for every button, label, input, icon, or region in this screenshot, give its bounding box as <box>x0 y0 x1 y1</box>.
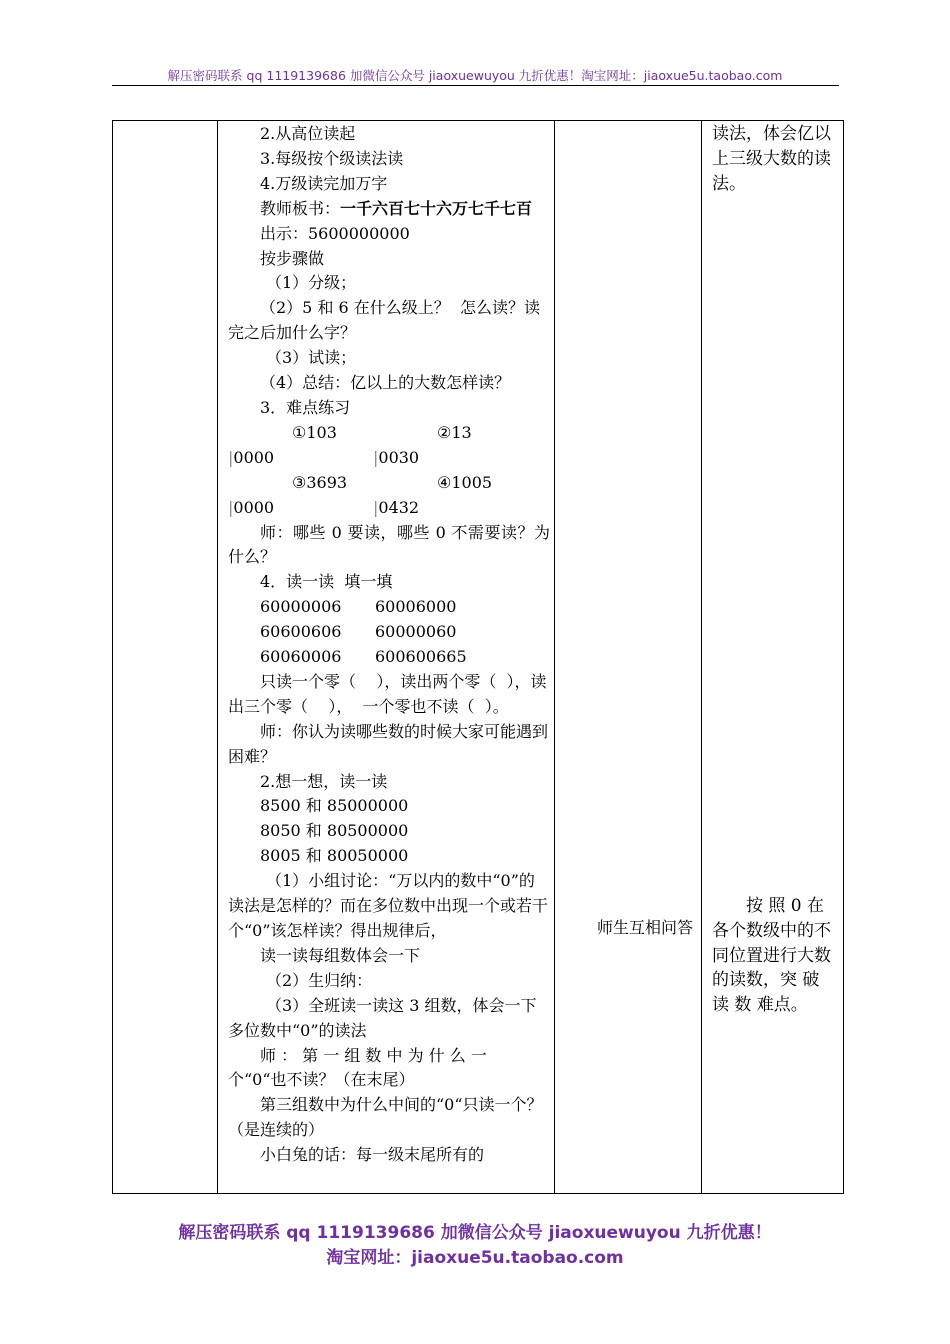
practice-row <box>228 421 550 471</box>
step-line: 2.从高位读起 <box>260 124 356 143</box>
number-item: 60000060 <box>375 622 457 642</box>
step-line: （2）5 和 6 在什么级上？ 怎么读？读完之后加什么字？ <box>228 298 540 343</box>
step-line: 师 ： 第 一 组 数 中 为 什 么 一 个“0“也不读？（在末尾） <box>228 1045 492 1090</box>
number-item: 60600606 <box>260 622 342 642</box>
step-line: 师：哪些 0 要读，哪些 0 不需要读？为什么？ <box>228 522 550 567</box>
step-line: （1）分级； <box>266 273 357 293</box>
board-writing <box>228 197 550 222</box>
step-line: 出示：5600000000 <box>260 223 410 243</box>
design-intent-cell <box>702 121 844 1194</box>
board-label: 教师板书： <box>260 198 341 218</box>
step-line: （4）总结：亿以上的大数怎样读？ <box>260 373 511 393</box>
step-line: 师：你认为读哪些数的时候大家可能遇到困难？ <box>228 721 549 766</box>
number-item: 60006000 <box>375 597 457 617</box>
student-activity-text: 师生互相问答 <box>597 918 694 937</box>
number-item: 600600665 <box>375 647 467 667</box>
practice-item: ①103|0000 <box>228 422 337 467</box>
empty-cell <box>113 121 218 1194</box>
practice-item: ②13|0030 <box>373 422 472 467</box>
step-line: 4.万级读完加万字 <box>260 173 388 193</box>
step-line: 读一读每组数体会一下 <box>260 945 421 965</box>
table-row <box>113 121 844 1194</box>
header-rule <box>112 85 839 86</box>
lesson-plan-table <box>112 120 844 1194</box>
teaching-process-cell <box>218 121 555 1194</box>
number-row <box>228 645 550 670</box>
number-pair: 8005 和 80050000 <box>260 846 409 866</box>
header-ad: 解压密码联系 qq 1119139686 加微信公众号 jiaoxuewuyou 九折优惠！淘宝网址：jiaoxue5u.taobao.com <box>167 68 783 83</box>
number-item: 60060006 <box>260 647 342 667</box>
board-content: 一千六百七十六万七千七百 <box>340 198 533 218</box>
step-line: （2）生归纳： <box>266 970 373 990</box>
number-row <box>228 620 550 645</box>
step-line: 3．难点练习 <box>260 397 351 417</box>
design-intent-top: 读法，体会亿以上三级大数的读法。 <box>712 124 831 194</box>
fill-blank-line: 只读一个零（ ），读出两个零（ ），读出三个零（ ）， 一个零也不读（ ）。 <box>228 671 547 716</box>
design-intent-mid: 按 照 0 在各个数级中的不同位置进行大数的读数，突 破 读 数 难点。 <box>712 895 831 1016</box>
practice-row <box>228 471 550 521</box>
step-line: 第三组数中为什么中间的“0“只读一个？（是连续的） <box>228 1095 543 1140</box>
step-line: （3）全班读一读这 3 组数，体会一下多位数中“0”的读法 <box>228 995 537 1040</box>
number-item: 60000006 <box>260 597 342 617</box>
footer-ad-line1: 解压密码联系 qq 1119139686 加微信公众号 jiaoxuewuyou 九折优惠！ <box>178 1223 772 1243</box>
number-row <box>228 595 550 620</box>
practice-item: ④1005|0432 <box>373 472 493 517</box>
step-line: 按步骤做 <box>260 248 325 268</box>
step-line: 3.每级按个级读法读 <box>260 148 404 168</box>
number-pair: 8050 和 80500000 <box>260 821 409 841</box>
practice-item: ③3693|0000 <box>228 472 348 517</box>
step-line: 小白兔的话：每一级末尾所有的 <box>260 1145 485 1165</box>
number-pair: 8500 和 85000000 <box>260 796 409 816</box>
step-line: （1）小组讨论：“万以内的数中“0”的读法是怎样的？而在多位数中出现一个或若干个“0”该怎样读？得出规律后， <box>228 871 549 940</box>
footer-ad-line2: 淘宝网址：jiaoxue5u.taobao.com <box>326 1248 624 1268</box>
student-activity-cell <box>555 121 702 1194</box>
step-line: 4．读一读 填一填 <box>260 572 393 592</box>
step-line: 2.想一想，读一读 <box>260 771 388 791</box>
step-line: （3）试读； <box>266 348 357 368</box>
